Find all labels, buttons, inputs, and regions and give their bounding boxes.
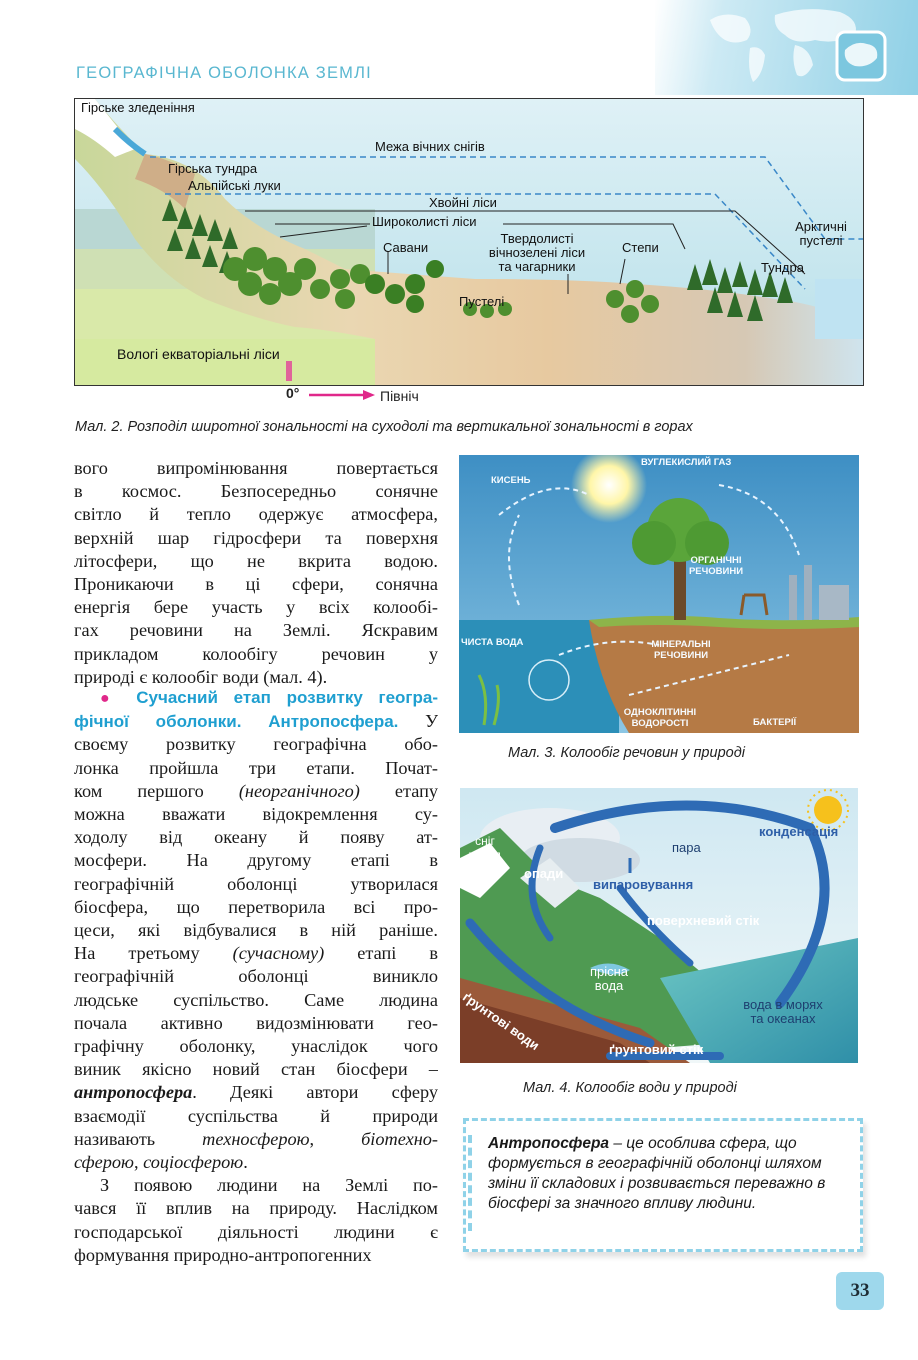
label-alpine-meadows: Альпійські луки: [188, 178, 281, 193]
figure2-caption: Мал. 2. Розподіл широтної зональності на суходолі та вертикальної зональності в горах: [75, 419, 693, 435]
definition-box: [463, 1118, 863, 1252]
axis-north-label: Північ: [380, 388, 419, 404]
label-snow-ice: сніг та лід: [468, 834, 502, 862]
label-coniferous: Хвойні ліси: [429, 195, 497, 210]
label-ground-runoff: ґрунтовий стік: [609, 1042, 704, 1057]
label-savannas: Савани: [383, 240, 429, 255]
label-bacteria: БАКТЕРІЇ: [753, 717, 797, 728]
definition-term: Антропосфера: [488, 1135, 610, 1152]
north-arrow-icon: [307, 389, 377, 401]
anthroposphere-term: антропосфера: [74, 1082, 193, 1103]
axis-zero-label: 0°: [286, 385, 300, 401]
label-deserts: Пустелі: [459, 294, 505, 309]
label-condensation: конденсація: [759, 824, 839, 839]
water-cycle-illustration: [460, 788, 858, 1063]
label-equatorial: Вологі екваторіальні ліси: [117, 346, 280, 362]
label-hardleaf: Твердолисті вічнозелені ліси та чагарники: [488, 231, 586, 274]
label-glaciation: Гірське зледеніння: [81, 100, 195, 115]
figure4-caption: Мал. 4. Колообіг води у природі: [523, 1080, 737, 1096]
label-co2: ВУГЛЕКИСЛИЙ ГАЗ: [641, 457, 732, 468]
label-sea-water: вода в морях та океанах: [743, 997, 823, 1026]
figure3-caption: Мал. 3. Колообіг речовин у природі: [508, 745, 745, 761]
definition-bar: [468, 1135, 476, 1231]
matter-cycle-illustration: [459, 455, 859, 733]
label-oxygen: КИСЕНЬ: [491, 475, 531, 486]
label-snow-line: Межа вічних снігів: [375, 139, 485, 154]
body-text-2: ● Сучасний етап розвитку геогра- фічної оболонки. Антропосфера. У своєму розвитку географічна обо- лонка пройшла три етапи. Почат- ком першого (неорганічного) етапу можна вважати відокремлення су- ходолу від океану й появу ат- мосфери. На другому етапі в географічній оболонці утворилася біосфера, що перетворила всі про- цеси, які відбувалися в ній раніше. На третьому (сучасному) етапі в географічній оболонці виникло людське суспільство. Саме людина почала активно видозмінювати гео- графічну оболонку, унаслідок чого виник якісно новий стан біосфери – антропосфера. Деякі автори сферу взаємодії суспільства й природи називають техносферою, біотехно- сферою, соціосферою. З появою людини на Землі по- чався її вплив на природу. Наслідком господарської діяльності людини є формування природно-антропогенних: [74, 688, 438, 1265]
label-mountain-tundra: Гірська тундра: [168, 161, 258, 176]
label-vapor: пара: [672, 840, 701, 855]
label-ground-water: ґрунтові води: [460, 989, 543, 1054]
label-steppes: Степи: [622, 240, 659, 255]
label-fresh-water: прісна вода: [589, 964, 629, 993]
label-precipitation: опади: [524, 866, 564, 881]
label-minerals: МІНЕРАЛЬНІ РЕЧОВИНИ: [651, 639, 711, 661]
label-broadleaf: Широколисті ліси: [372, 214, 477, 229]
label-algae: ОДНОКЛІТИННІ ВОДОРОСТІ: [623, 707, 697, 729]
page-number: 33: [836, 1272, 884, 1310]
label-tundra: Тундра: [761, 260, 804, 275]
label-clean-water: ЧИСТА ВОДА: [461, 637, 524, 648]
body-text-1: вого випромінювання повертається в космос. Безпосередньо сонячне світло й тепло одержує атмосфера, верхній шар гідросфери та поверхня літосфери, що не вкрита водою. Проникаючи в ці сфери, сонячна енергія бере участь у всіх колообі- гах речовини на Землі. Яскравим прикладом колообігу речовин у природі є колообіг води (мал. 4).: [74, 458, 438, 687]
zonality-diagram: [74, 98, 864, 386]
label-surface-runoff: поверхневий стік: [647, 913, 760, 928]
label-evaporation: випаровування: [593, 877, 694, 892]
world-map-decoration: [655, 0, 918, 95]
label-organic: ОРГАНІЧНІ РЕЧОВИНИ: [688, 555, 744, 577]
label-arctic-deserts: Арктичні пустелі: [795, 219, 847, 248]
section-header: ГЕОГРАФІЧНА ОБОЛОНКА ЗЕМЛІ: [76, 64, 372, 82]
definition-text: Антропосфера – це особлива сфера, що формується в географічній оболонці шляхом зміни її складових і розвивається переважно в біосфері за значного впливу людини.: [488, 1135, 826, 1212]
section-heading: ● Сучасний етап розвитку геогра-: [100, 688, 438, 707]
